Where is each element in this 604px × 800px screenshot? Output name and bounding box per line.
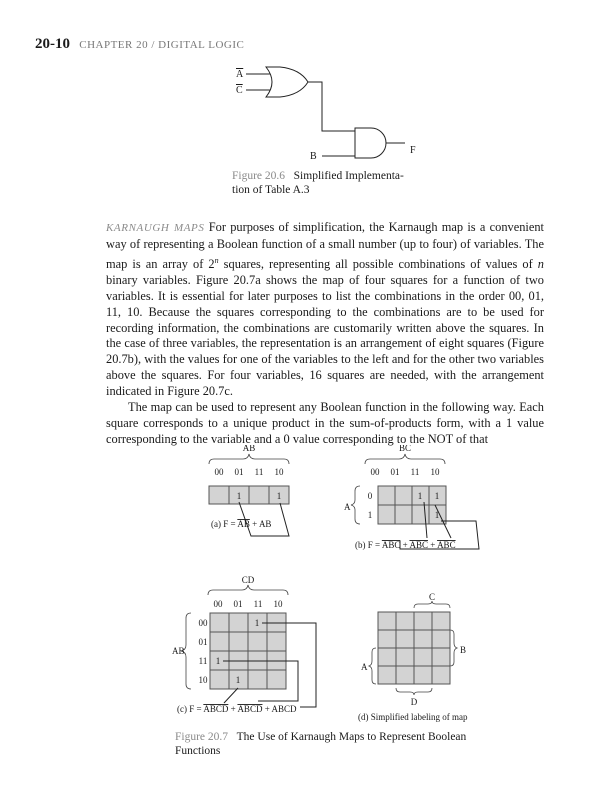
figure-20-6-caption-line1: Simplified Implementa- [293, 170, 404, 182]
kmap-d-cell [414, 666, 432, 684]
kmap-c-grid [210, 613, 286, 689]
kmap-b-col-brace [365, 454, 445, 464]
kmap-d-cell [378, 648, 396, 666]
output-f-label: F [410, 145, 416, 156]
variable-n: n [537, 256, 544, 271]
kmap-d-cell [378, 612, 396, 630]
kmap-a-col-3: 10 [274, 467, 284, 477]
figure-20-6-label: Figure 20.6 [232, 170, 286, 182]
input-a-label: A [236, 69, 244, 80]
kmap-c-row-3: 10 [198, 675, 208, 685]
kmap-d-cell [432, 648, 450, 666]
kmap-b-value: 1 [434, 510, 440, 520]
kmap-d-cell [396, 648, 414, 666]
kmap-a-plus: + [249, 519, 259, 529]
kmap-a-value: 1 [236, 491, 242, 501]
kmap-c-term-1: ABCD [203, 704, 229, 714]
kmap-b-term-1: ABC [381, 540, 401, 550]
kmap-d-cell [432, 630, 450, 648]
kmap-c-plus: + [262, 704, 272, 714]
wire-or-to-and [308, 82, 355, 131]
figure-20-7-caption-line2: Functions [175, 745, 221, 757]
kmap-c-row-var: AB [172, 646, 185, 656]
kmap-c-plus: + [228, 704, 238, 714]
kmap-b-col-0: 00 [370, 467, 380, 477]
kmap-b-term-2: ABC [409, 540, 428, 550]
figure-20-7-label: Figure 20.7 [175, 731, 229, 743]
kmap-c-term-3: ABCD [271, 704, 297, 714]
kmap-a [209, 445, 289, 536]
kmap-b-col-3: 10 [430, 467, 440, 477]
kmap-b-row-brace [351, 486, 360, 524]
kmap-d-left-brace [369, 648, 376, 684]
figure-20-7-kmaps [0, 445, 604, 750]
kmap-b-value: 1 [417, 491, 423, 501]
kmap-c-cell [248, 670, 267, 689]
kmap-d-cell [396, 666, 414, 684]
body-text [106, 220, 544, 448]
kmap-a-var-label: AB [242, 445, 256, 453]
paragraph-1-suffix: binary variables. Figure 20.7a shows the map of four squares for a function of two variables. It is essential for later purposes to list the combinations in the order 00, 01, 11, 10. Because the squares corresponding to the combinations are to be used for recording information, the combinations are customarily written above the squares. In the case of three variables, the representation is an arrangement of eight squares (Figure 20.7b), with the values for one of the variables to the left and for the other two variables above the squares. For four variables, 16 squares are needed, with the arrangement indicated in Figure 20.7c. [106, 272, 544, 399]
kmap-c-value: 1 [215, 656, 221, 666]
kmap-d-top-var: C [428, 592, 436, 602]
input-c-label: C [236, 85, 243, 96]
kmap-c [172, 575, 316, 714]
kmap-d-caption: (d) Simplified labeling of map [358, 712, 468, 722]
kmap-b-col-1: 01 [390, 467, 400, 477]
kmap-c-value: 1 [254, 618, 260, 628]
kmap-c-cell [248, 632, 267, 651]
kmap-c-term-2: ABCD [237, 704, 263, 714]
figure-20-6-caption [232, 169, 404, 197]
input-b-label: B [310, 151, 317, 162]
kmap-c-pointer [224, 688, 238, 703]
kmap-d-right-brace [450, 630, 457, 666]
kmap-d [358, 592, 468, 722]
kmap-b-row-1: 1 [367, 510, 373, 520]
kmap-b-term-3: ABC [437, 540, 456, 550]
paragraph-1-prefix: For purposes of simplification, the Karnaugh map is a convenient way of representing a Boolean function of a small number (up to four) of variables. The map is an array of 2 [106, 220, 544, 271]
kmap-a-cell [249, 486, 269, 504]
kmap-c-cell [229, 613, 248, 632]
kmap-a-value: 1 [276, 491, 282, 501]
kmap-c-cell [267, 670, 286, 689]
kmap-c-caption-prefix: (c) F = [177, 704, 204, 714]
or-gate [266, 67, 308, 97]
kmap-b-value: 1 [434, 491, 440, 501]
kmap-c-row-2: 11 [198, 656, 208, 666]
kmap-c-cell [229, 632, 248, 651]
kmap-c-col-2: 11 [253, 599, 263, 609]
kmap-b-row-0: 0 [367, 491, 373, 501]
kmap-c-row-1: 01 [198, 637, 208, 647]
kmap-b-plus: + [400, 540, 410, 550]
paragraph-2: The map can be used to represent any Boolean function in the following way. Each square corresponds to a unique product in the sum-of-products form, with a 1 value corresponding to the variable and a 0 value corresponding to the NOT of that [106, 400, 544, 446]
kmap-b-col-var: BC [398, 445, 412, 453]
kmap-b-caption [355, 540, 456, 550]
kmap-c-cell [210, 670, 229, 689]
figure-20-7-caption-line1: The Use of Karnaugh Maps to Represent Boolean [236, 731, 467, 743]
kmap-b-plus: + [427, 540, 438, 550]
figure-20-6-caption-line2: tion of Table A.3 [232, 184, 310, 196]
figure-20-7-caption [175, 730, 466, 758]
kmap-a-brace [209, 454, 289, 464]
kmap-d-cell [414, 630, 432, 648]
kmap-c-caption [177, 704, 297, 714]
kmap-c-col-0: 00 [213, 599, 223, 609]
kmap-c-col-3: 10 [273, 599, 283, 609]
kmap-b-cell [378, 505, 395, 524]
and-gate [355, 128, 386, 158]
page-number: 20-10 [35, 36, 70, 52]
kmap-c-value: 1 [235, 675, 241, 685]
kmap-c-col-brace [208, 585, 288, 595]
exponent-n: n [214, 255, 219, 265]
kmap-b [344, 445, 479, 550]
kmap-c-cell [210, 613, 229, 632]
kmap-d-cell [432, 612, 450, 630]
kmap-b-caption-prefix: (b) F = [355, 540, 382, 550]
kmap-d-cell [414, 648, 432, 666]
kmap-b-cell [395, 486, 412, 505]
kmap-c-col-1: 01 [233, 599, 243, 609]
kmap-d-top-brace [414, 601, 450, 608]
paragraph-1-mid: squares, representing all possible combinations of values of [218, 256, 538, 271]
kmap-d-bottom-brace [396, 688, 432, 695]
kmap-d-cell [432, 666, 450, 684]
kmap-d-cell [378, 630, 396, 648]
kmap-d-cell [396, 612, 414, 630]
kmap-b-cell [395, 505, 412, 524]
kmap-c-row-0: 00 [198, 618, 208, 628]
kmap-c-cell [267, 632, 286, 651]
section-label: KARNAUGH MAPS [106, 222, 205, 234]
kmap-a-term-2: AB [258, 519, 272, 529]
kmap-b-cell [378, 486, 395, 505]
kmap-d-bottom-var: D [410, 697, 418, 707]
kmap-b-row-var: A [344, 502, 351, 512]
kmap-a-caption [211, 519, 271, 529]
kmap-a-col-0: 00 [214, 467, 224, 477]
kmap-b-col-2: 11 [410, 467, 420, 477]
kmap-c-cell [210, 632, 229, 651]
paragraph-1 [106, 220, 544, 400]
kmap-d-cell [414, 612, 432, 630]
kmap-d-right-var: B [460, 645, 467, 655]
kmap-d-cell [396, 630, 414, 648]
kmap-d-cell [378, 666, 396, 684]
kmap-a-term-1: AB [237, 519, 250, 529]
kmap-d-left-var: A [361, 662, 368, 672]
kmap-b-cell [412, 505, 429, 524]
kmap-a-col-1: 01 [234, 467, 244, 477]
kmap-c-col-var: CD [241, 575, 255, 585]
kmap-d-grid [378, 612, 450, 684]
kmap-a-caption-prefix: (a) F = [211, 519, 238, 529]
kmap-a-cell [209, 486, 229, 504]
kmap-a-col-2: 11 [254, 467, 264, 477]
chapter-title: CHAPTER 20 / DIGITAL LOGIC [79, 39, 245, 51]
